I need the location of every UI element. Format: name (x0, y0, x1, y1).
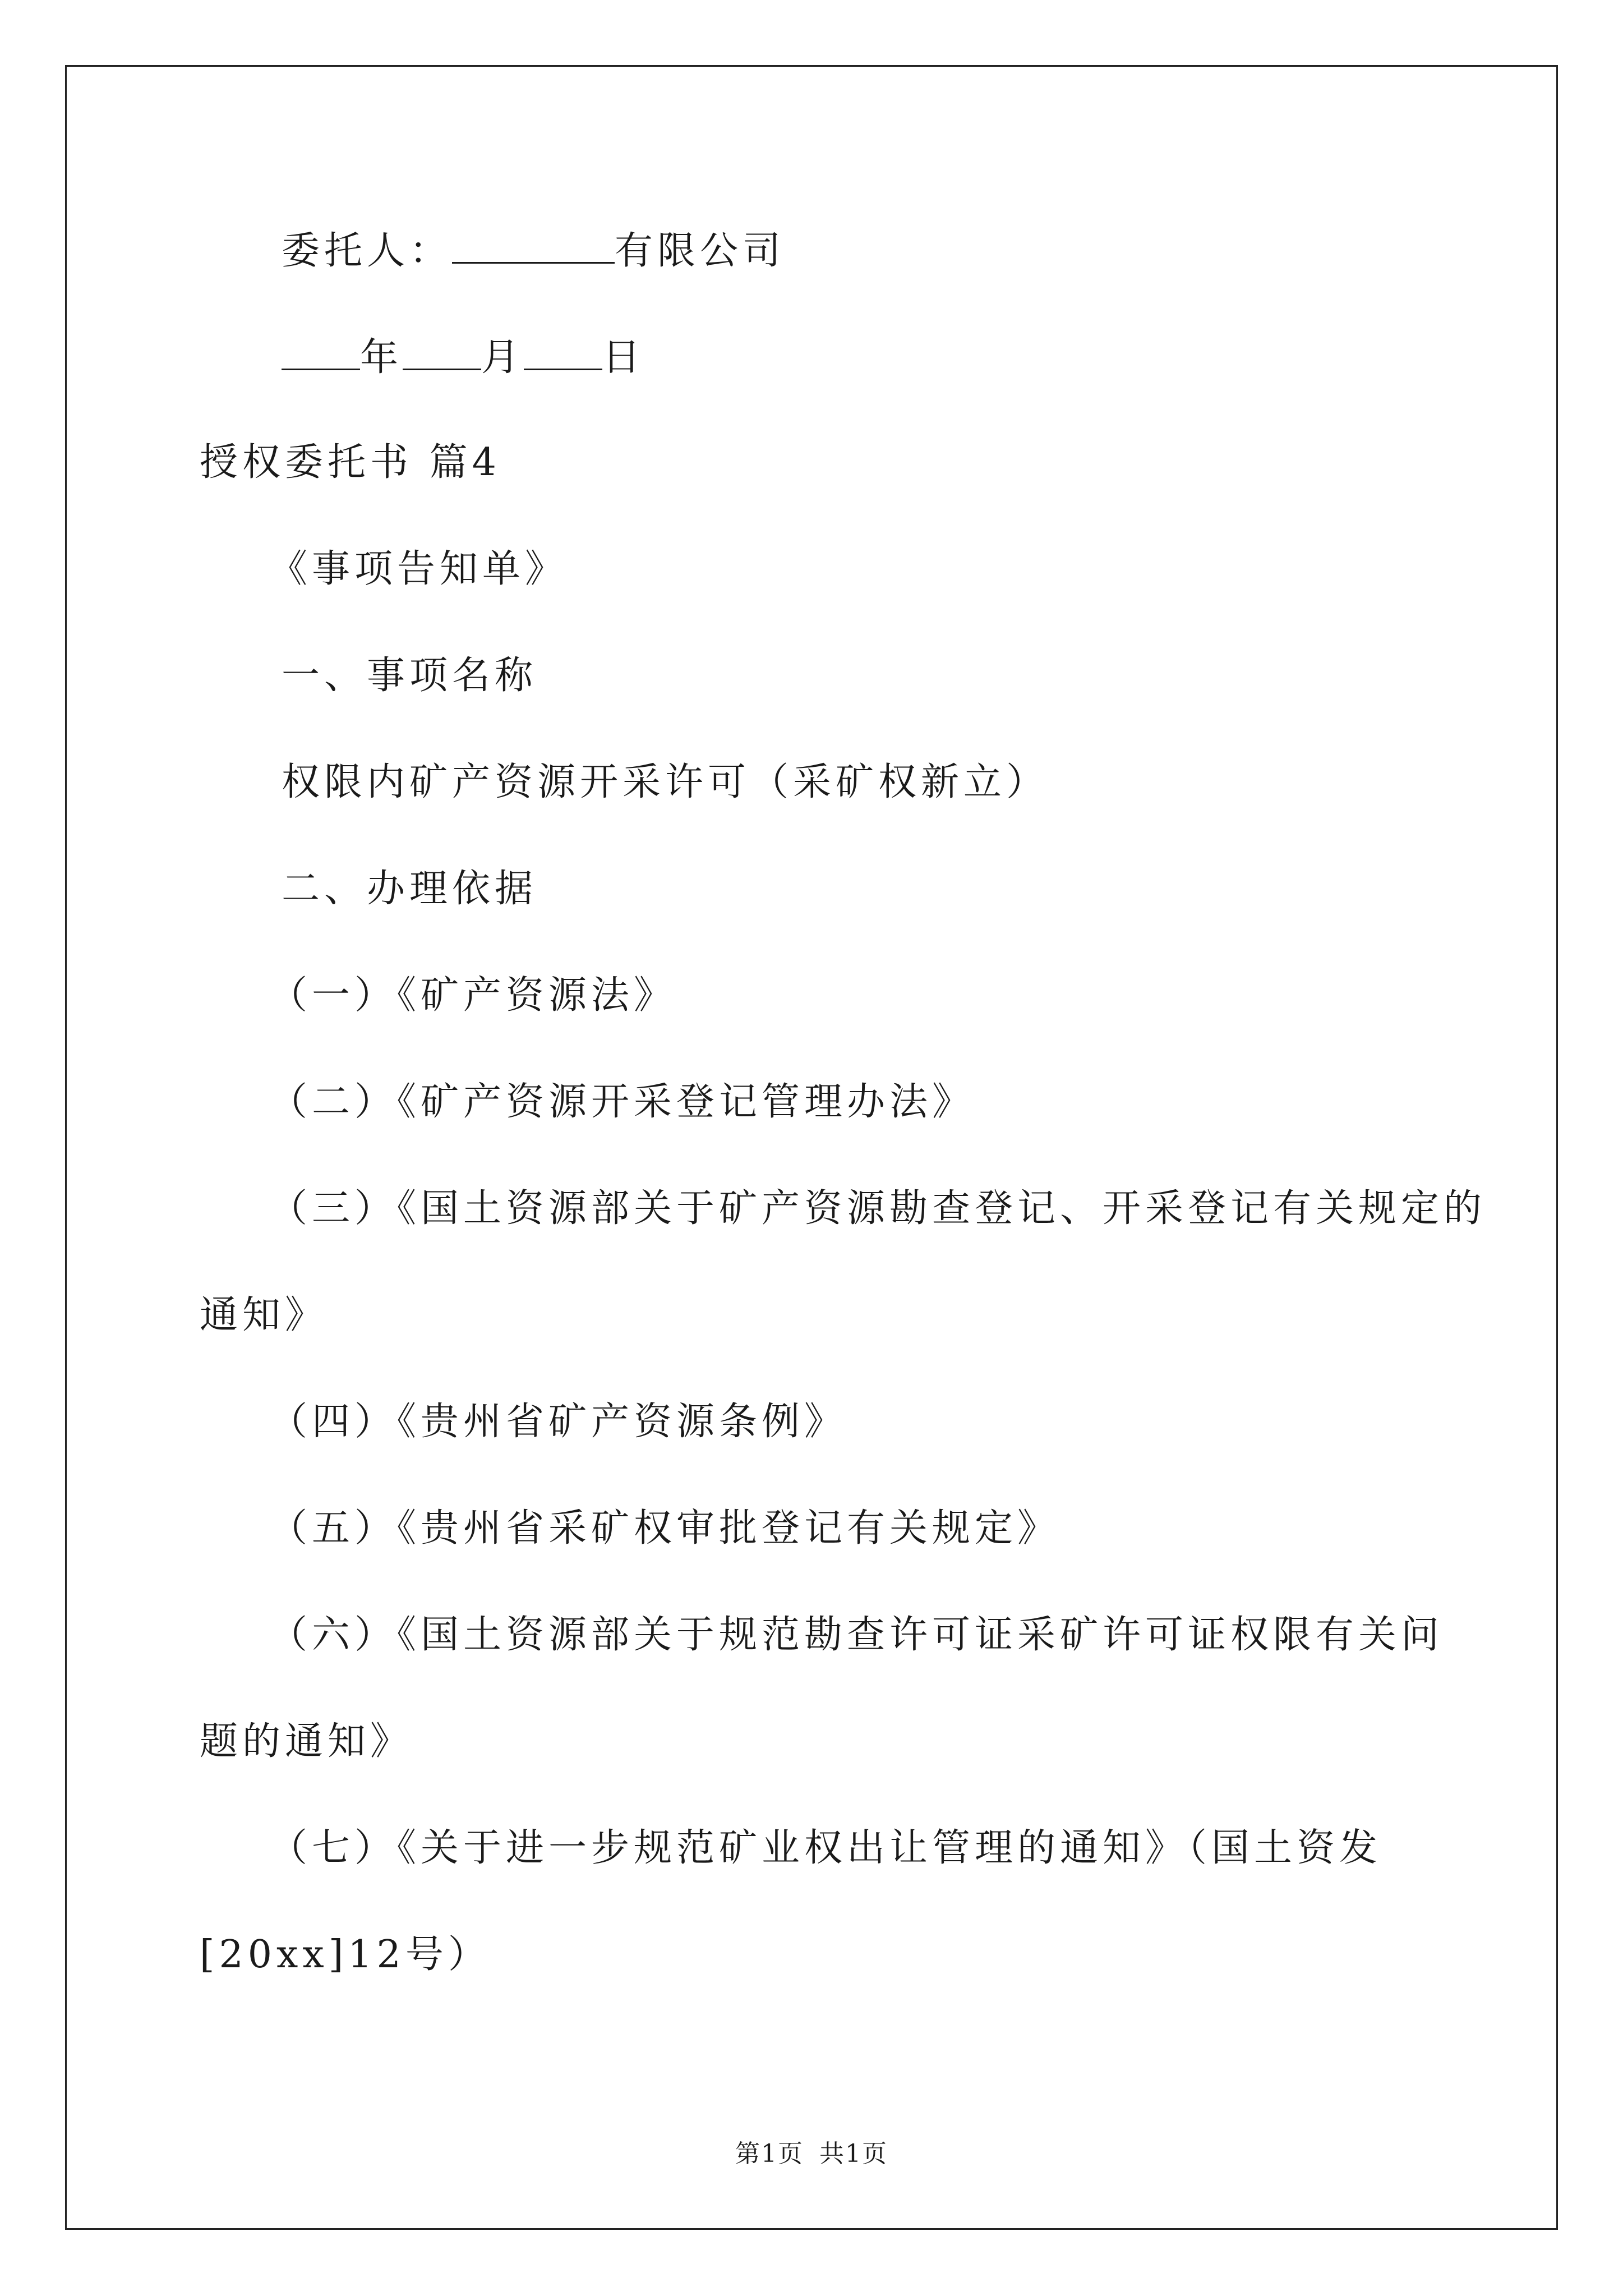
month-label: 月 (481, 335, 524, 380)
authorizer-line (282, 227, 785, 274)
date-line (282, 334, 645, 380)
basis-item-2: （二）《矿产资源开采登记管理办法》 (269, 1080, 975, 1124)
notice-title: 《事项告知单》 (269, 547, 568, 591)
basis-item-6-continued: 题的通知》 (200, 1719, 413, 1764)
page-footer (0, 2137, 1623, 2171)
day-blank (524, 334, 602, 370)
authorizer-label: 委托人： (282, 229, 453, 273)
year-blank (282, 334, 360, 370)
item-name-value: 权限内矿产资源开采许可（采矿权新立） (282, 760, 1049, 804)
basis-heading: 二、办理依据 (282, 867, 538, 911)
section-title: 授权委托书 篇4 (200, 440, 501, 485)
item-name-heading: 一、事项名称 (282, 654, 538, 698)
basis-item-4: （四）《贵州省矿产资源条例》 (269, 1400, 847, 1444)
basis-item-1: （一）《矿产资源法》 (269, 973, 677, 1018)
authorizer-blank (452, 227, 615, 264)
basis-item-3-continued: 通知》 (200, 1293, 328, 1337)
basis-item-3: （三）《国土资源部关于矿产资源勘查登记、开采登记有关规定的 (269, 1186, 1487, 1231)
page-border (65, 65, 1558, 2230)
basis-item-7-continued: [20xx]12号） (200, 1932, 491, 1977)
basis-item-6: （六）《国土资源部关于规范勘查许可证采矿许可证权限有关问 (269, 1613, 1444, 1657)
year-label: 年 (360, 335, 403, 380)
month-blank (403, 334, 481, 370)
day-label: 日 (602, 335, 645, 380)
page-total: 共1页 (819, 2139, 888, 2168)
page-number: 第1页 (735, 2139, 804, 2168)
authorizer-suffix: 有限公司 (615, 229, 786, 273)
basis-item-7: （七）《关于进一步规范矿业权出让管理的通知》（国土资发 (269, 1826, 1382, 1870)
basis-item-5: （五）《贵州省采矿权审批登记有关规定》 (269, 1506, 1061, 1550)
